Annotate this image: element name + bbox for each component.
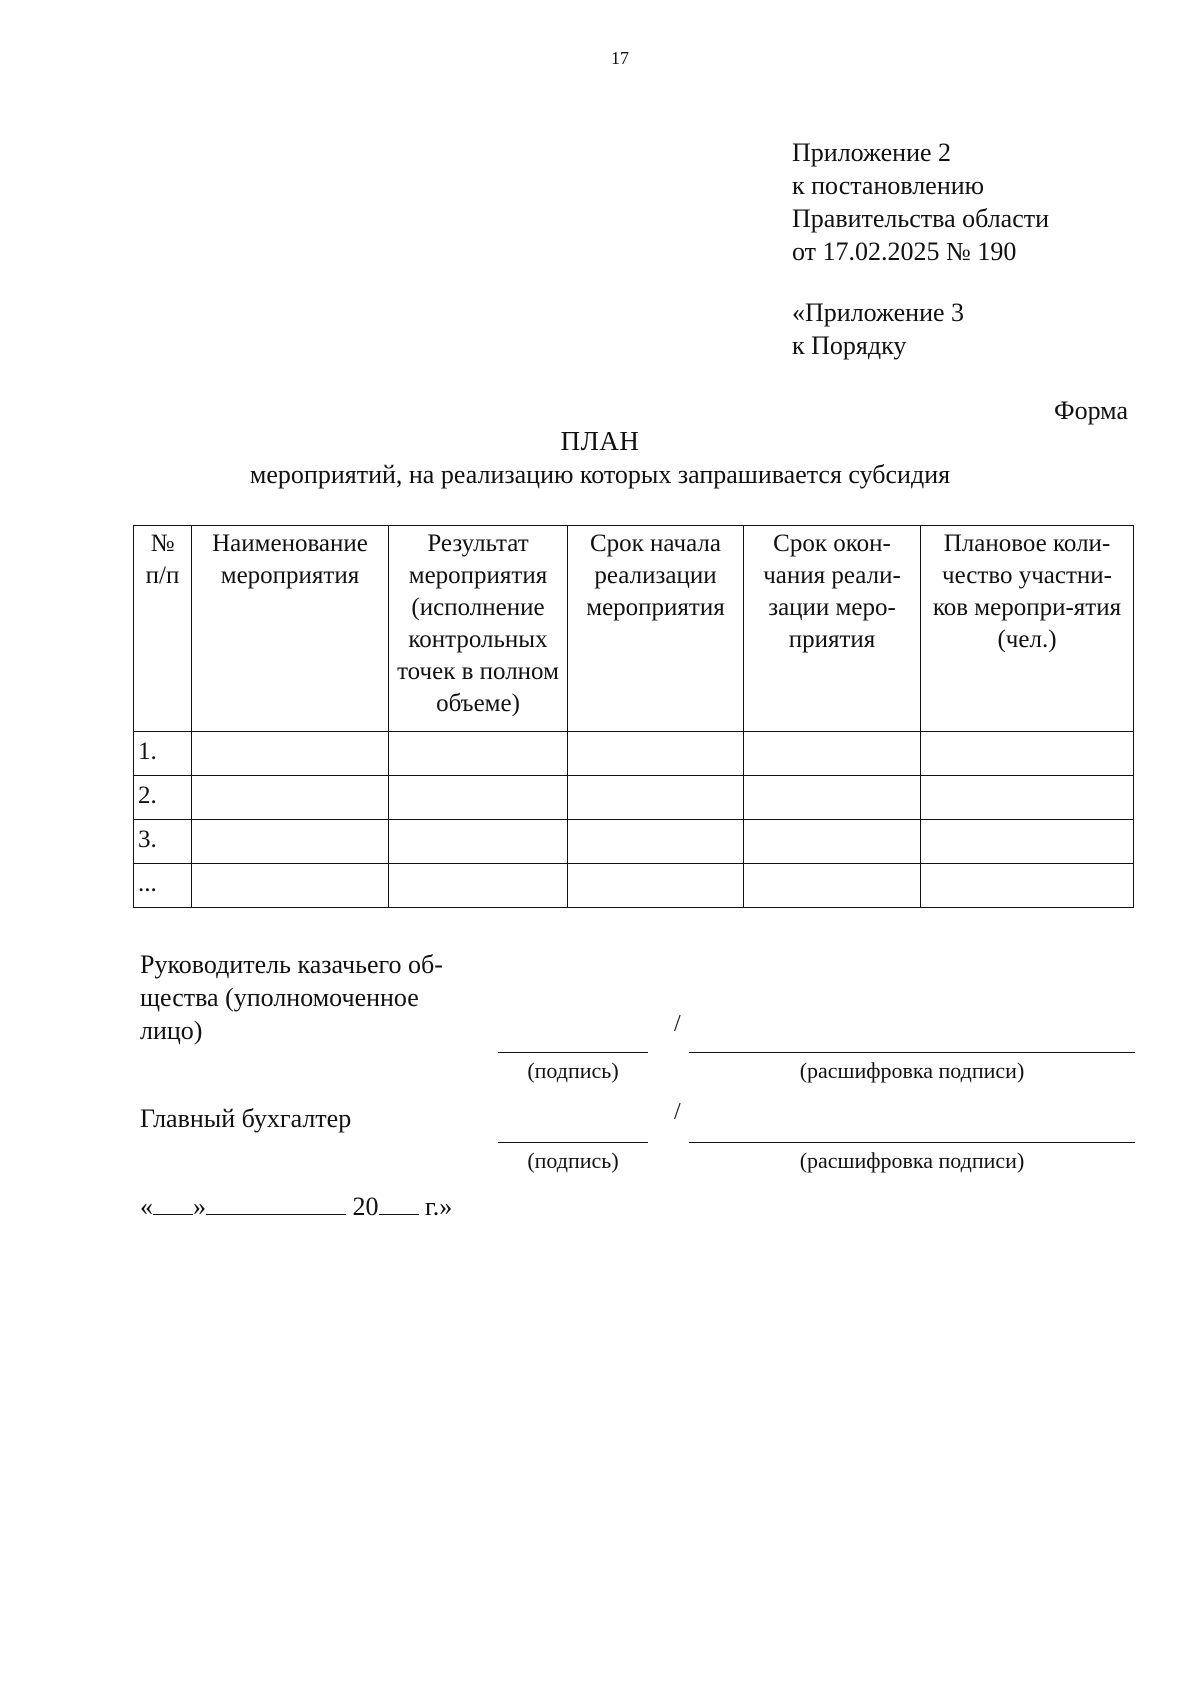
form-label: Форма xyxy=(1054,396,1128,425)
table-cell xyxy=(389,820,568,864)
table-row xyxy=(134,776,1134,820)
appendix-line: «Приложение 3 xyxy=(792,298,965,327)
plan-table xyxy=(133,525,1134,908)
date-line xyxy=(140,1192,452,1222)
table-cell xyxy=(921,864,1134,908)
appendix-line: от 17.02.2025 № 190 xyxy=(792,237,1017,266)
signature-line xyxy=(498,1052,648,1053)
header-end-date: Срок окон-чания реали-зации меро-приятия xyxy=(744,526,921,732)
table-row xyxy=(134,864,1134,908)
document-subtitle: мероприятий, на реализацию которых запрашивается субсидия xyxy=(249,460,951,489)
appendix-reference xyxy=(792,136,1049,362)
header-participants: Плановое коли-чество участни-ков меропри-ятия (чел.) xyxy=(921,526,1134,732)
accountant-signature-label: Главный бухгалтер xyxy=(140,1104,352,1133)
table-cell xyxy=(568,864,744,908)
transcript-caption: (расшифровка подписи) xyxy=(799,1058,1025,1083)
signature-caption: (подпись) xyxy=(527,1058,619,1083)
transcript-line xyxy=(689,1142,1135,1143)
date-open-quote: « xyxy=(140,1192,153,1221)
appendix-line: Приложение 2 xyxy=(792,138,952,167)
table-row xyxy=(134,732,1134,776)
year-prefix: 20 xyxy=(352,1192,379,1221)
table-cell xyxy=(744,732,921,776)
table-cell xyxy=(192,864,389,908)
signature-line xyxy=(498,1142,648,1143)
signature-slash: / xyxy=(674,1099,681,1125)
header-event-name: Наименование мероприятия xyxy=(192,526,389,732)
table-row xyxy=(134,820,1134,864)
table-cell xyxy=(192,776,389,820)
table-cell xyxy=(744,776,921,820)
appendix-line: Правительства области xyxy=(792,204,1050,233)
table-cell xyxy=(921,776,1134,820)
table-cell xyxy=(744,820,921,864)
row-number: 2. xyxy=(134,776,192,820)
table-cell xyxy=(568,820,744,864)
date-close-quote: » xyxy=(193,1192,206,1221)
table-header-row xyxy=(134,526,1134,732)
transcript-line xyxy=(689,1052,1135,1053)
header-start-date: Срок начала реализации мероприятия xyxy=(568,526,744,732)
table-cell xyxy=(921,732,1134,776)
table-cell xyxy=(192,732,389,776)
table-cell xyxy=(192,820,389,864)
table-cell xyxy=(389,864,568,908)
appendix-line: к постановлению xyxy=(792,171,985,200)
row-number: 3. xyxy=(134,820,192,864)
month-blank xyxy=(206,1192,346,1215)
signature-caption: (подпись) xyxy=(527,1148,619,1173)
page-number: 17 xyxy=(611,48,629,68)
document-title: ПЛАН xyxy=(560,426,640,456)
table-cell xyxy=(921,820,1134,864)
header-event-result: Результат мероприятия (исполнение контрольных точек в полном объеме) xyxy=(389,526,568,732)
row-number: 1. xyxy=(134,732,192,776)
spacer xyxy=(792,268,1049,296)
day-blank xyxy=(153,1192,193,1215)
year-suffix: г.» xyxy=(425,1192,453,1221)
table-cell xyxy=(389,776,568,820)
table-cell xyxy=(568,732,744,776)
transcript-caption: (расшифровка подписи) xyxy=(799,1148,1025,1173)
row-number: ... xyxy=(134,864,192,908)
year-blank xyxy=(379,1192,419,1215)
table-cell xyxy=(389,732,568,776)
signature-slash: / xyxy=(674,1011,681,1037)
head-signature-label: Руководитель казачьего об-щества (уполномоченное лицо) xyxy=(140,950,443,1045)
header-number: № п/п xyxy=(134,526,192,732)
table-cell xyxy=(568,776,744,820)
table-cell xyxy=(744,864,921,908)
appendix-line: к Порядку xyxy=(792,331,907,360)
